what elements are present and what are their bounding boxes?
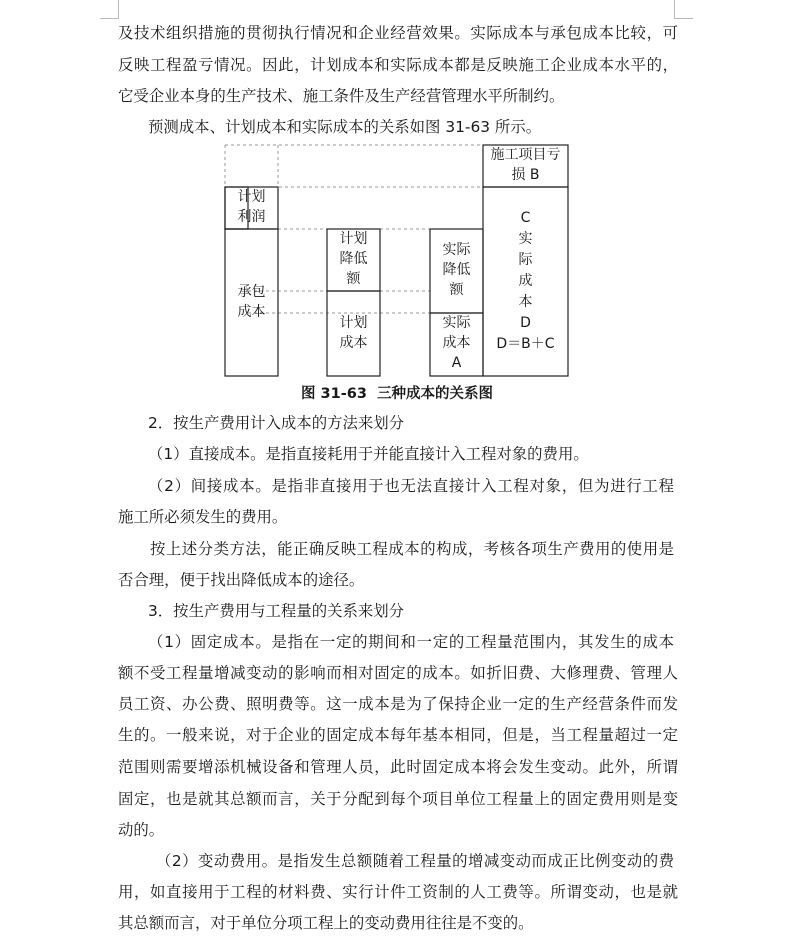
actual-cost-label — [430, 313, 483, 373]
text-line: 员工资、办公费、照明费等。这一成本是为了保持企业一定的生产经营条件而发 — [118, 695, 678, 713]
text-line: 预测成本、计划成本和实际成本的关系如图 31-63 所示。 — [148, 118, 542, 136]
text-line: 用，如直接用于工程的材料费、实行计件工资制的人工费等。所谓变动，也是就 — [118, 883, 678, 901]
text-line: 否合理，便于找出降低成本的途径。 — [118, 571, 365, 589]
actual-total-label-line: 成 — [518, 273, 533, 289]
actual-total-label-line: C — [520, 210, 531, 226]
actual-total-label-line: 本 — [518, 294, 533, 310]
plan-profit-label-line: 利润 — [237, 209, 266, 225]
plan-cost-label-line: 计划 — [339, 315, 368, 331]
section-heading: 2．按生产费用计入成本的方法来划分 — [148, 414, 405, 432]
text-line: 固定，也是就其总额而言，关于分配到每个项目单位工程量上的固定费用则是变 — [118, 790, 678, 808]
plan-profit-label — [225, 187, 278, 227]
plan-reduce-label-line: 额 — [346, 271, 361, 287]
text-line: 及技术组织措施的贯彻执行情况和企业经营效果。实际成本与承包成本比较，可 — [118, 24, 678, 42]
actual-reduce-label-line: 降低 — [442, 262, 471, 278]
cost-relationship-figure — [0, 0, 794, 420]
text-line: 动的。 — [118, 821, 165, 839]
actual-total-label-line: 际 — [518, 252, 533, 268]
actual-cost-label-line: 实际 — [442, 315, 471, 331]
text-line: （1）直接成本。是指直接耗用于并能直接计入工程对象的费用。 — [148, 445, 589, 463]
text-line: （1）固定成本。是指在一定的期间和一定的工程量范围内，其发生的成本 — [148, 633, 674, 651]
actual-cost-label-line: A — [451, 355, 462, 371]
actual-total-label-line: 实 — [518, 231, 533, 247]
contract-cost-label — [225, 282, 278, 322]
text-line: （2）间接成本。是指非直接用于也无法直接计入工程对象，但为进行工程 — [148, 477, 674, 495]
text-line: 按上述分类方法，能正确反映工程成本的构成，考核各项生产费用的使用是 — [150, 540, 674, 558]
loss-label-line: 施工项目亏 — [490, 147, 561, 163]
actual-reduce-label — [430, 240, 483, 300]
actual-reduce-label-line: 实际 — [442, 242, 471, 258]
text-line: 范围则需要增添机械设备和管理人员，此时固定成本将会发生变动。此外，所谓 — [118, 758, 678, 776]
loss-label-line: 损 B — [511, 167, 540, 183]
text-line: 额不受工程量增减变动的影响而相对固定的成本。如折旧费、大修理费、管理人 — [118, 664, 678, 682]
plan-reduce-label — [327, 229, 380, 289]
text-line: （2）变动费用。是指发生总额随着工程量的增减变动而成正比例变动的费 — [156, 852, 674, 870]
plan-cost-label-line: 成本 — [339, 335, 368, 351]
text-line: 反映工程盈亏情况。因此，计划成本和实际成本都是反映施工企业成本水平的， — [118, 56, 678, 74]
plan-reduce-label-line: 计划 — [339, 231, 368, 247]
text-line: 施工所必须发生的费用。 — [118, 508, 288, 526]
text-line: 其总额而言，对于单位分项工程上的变动费用往往是不变的。 — [118, 914, 534, 932]
actual-reduce-label-line: 额 — [449, 282, 464, 298]
plan-reduce-label-line: 降低 — [339, 251, 368, 267]
text-line: 生的。一般来说，对于企业的固定成本每年基本相同，但是，当工程量超过一定 — [118, 726, 678, 744]
figure-caption: 图 31-63 三种成本的关系图 — [300, 386, 494, 402]
text-line: 它受企业本身的生产技术、施工条件及生产经营管理水平所制约。 — [118, 87, 565, 105]
section-heading: 3．按生产费用与工程量的关系来划分 — [148, 602, 405, 620]
loss-label — [483, 145, 568, 185]
plan-profit-label-line: 计划 — [237, 189, 266, 205]
contract-cost-label-line: 承包 — [237, 284, 266, 300]
actual-total-label-line: D＝B＋C — [496, 336, 555, 352]
contract-cost-label-line: 成本 — [237, 304, 266, 320]
plan-cost-label — [327, 313, 380, 353]
actual-cost-label-line: 成本 — [442, 335, 471, 351]
actual-total-label — [483, 208, 568, 355]
actual-total-label-line: D — [520, 315, 531, 331]
